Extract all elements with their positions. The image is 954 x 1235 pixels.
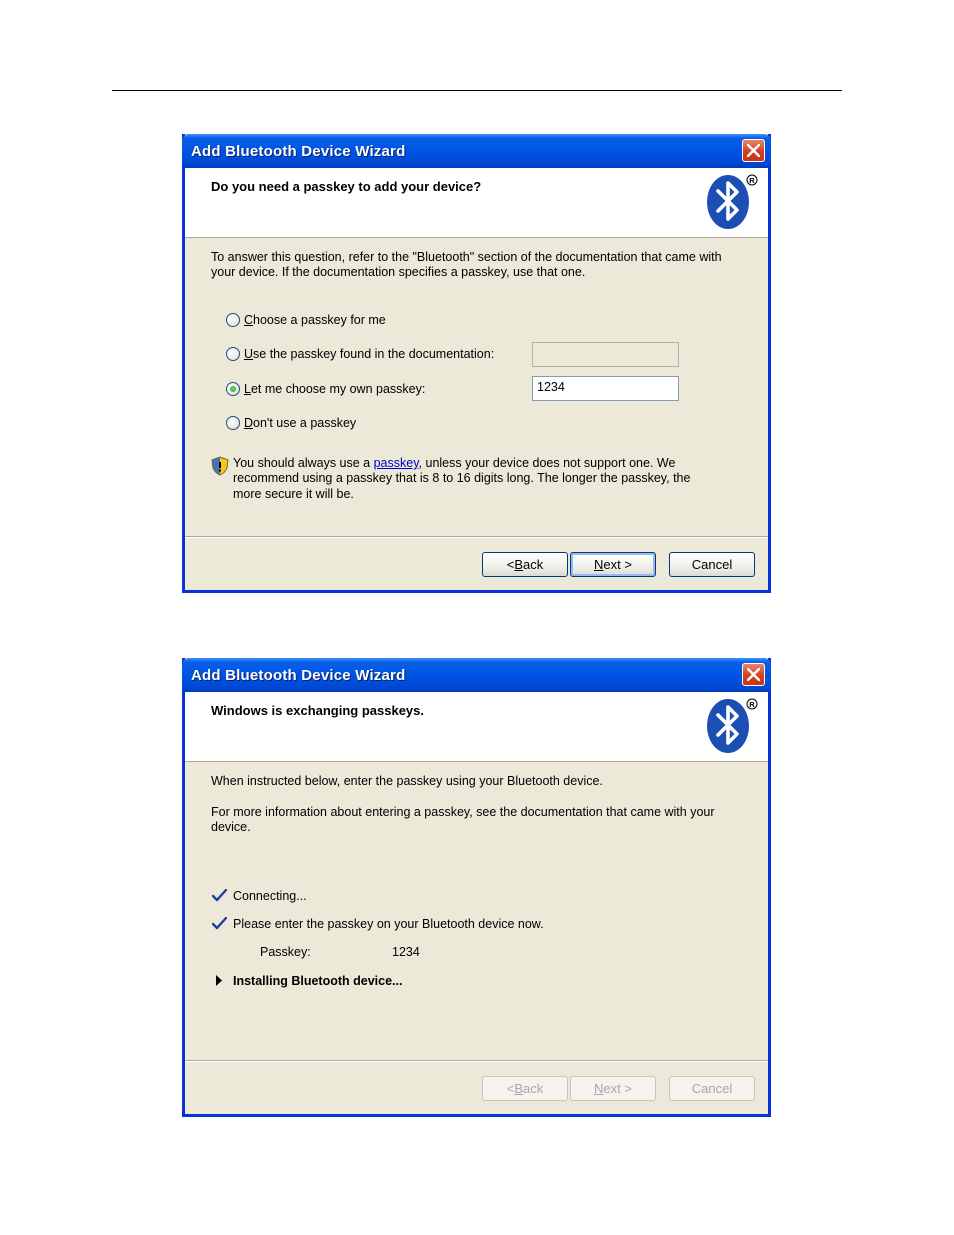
bluetooth-logo-icon — [706, 696, 758, 754]
radio-button[interactable] — [226, 416, 240, 430]
page-title: Windows is exchanging passkeys. — [211, 703, 425, 718]
radio-label: Use the passkey found in the documentation: — [244, 347, 495, 361]
radio-no-passkey[interactable] — [226, 414, 356, 432]
next-button[interactable]: N ext > — [570, 552, 656, 577]
back-button[interactable]: < B ack — [482, 552, 568, 577]
wizard-header — [185, 692, 768, 762]
wizard-dialog-exchanging — [182, 658, 771, 1117]
warning-text-line2: recommend using a passkey that is 8 to 16 digits long. The longer the passkey, the — [233, 471, 691, 485]
window-title: Add Bluetooth Device Wizard — [191, 143, 406, 160]
radio-choose-passkey-for-me[interactable] — [226, 311, 386, 329]
radio-button[interactable] — [226, 347, 240, 361]
own-passkey-field[interactable]: 1234 — [532, 376, 679, 401]
close-button[interactable] — [742, 663, 765, 686]
intro-text-line2: your device. If the documentation specifies a passkey, use that one. — [211, 265, 586, 279]
passkey-link[interactable]: passkey — [373, 456, 419, 470]
step-enter-passkey: Please enter the passkey on your Bluetooth device now. — [233, 917, 544, 931]
svg-text:R: R — [749, 699, 755, 709]
back-button[interactable]: < B ack — [482, 1076, 568, 1101]
warning-text-line3: more secure it will be. — [233, 487, 354, 501]
documentation-passkey-field[interactable] — [532, 342, 679, 367]
footer-divider — [185, 536, 768, 538]
radio-label: Don't use a passkey — [244, 416, 357, 430]
radio-button[interactable] — [226, 313, 240, 327]
checkmark-icon — [212, 889, 227, 902]
footer-divider — [185, 1060, 768, 1062]
close-button[interactable] — [742, 139, 765, 162]
radio-label: Let me choose my own passkey: — [244, 382, 426, 396]
passkey-value: 1234 — [392, 945, 420, 959]
page-title: Do you need a passkey to add your device? — [211, 179, 482, 194]
cancel-button[interactable]: Cancel — [669, 1076, 755, 1101]
page-top-rule — [112, 90, 842, 91]
warning-text-line1: You should always use a passkey, unless your device does not support one. We — [233, 456, 676, 470]
cancel-button[interactable]: Cancel — [669, 552, 755, 577]
wizard-header — [185, 168, 768, 238]
bluetooth-logo-icon — [706, 172, 758, 230]
wizard-dialog-passkey — [182, 134, 771, 593]
security-shield-icon — [211, 456, 229, 476]
title-bar[interactable] — [182, 134, 771, 168]
close-icon — [747, 668, 760, 681]
next-button[interactable]: N ext > — [570, 1076, 656, 1101]
checkmark-icon — [212, 917, 227, 930]
window-title: Add Bluetooth Device Wizard — [191, 667, 406, 684]
step-installing-device: Installing Bluetooth device... — [233, 974, 403, 988]
radio-choose-own-passkey[interactable] — [226, 380, 425, 398]
current-step-arrow-icon — [215, 975, 223, 986]
radio-use-documentation-passkey[interactable] — [226, 345, 494, 363]
close-icon — [747, 144, 760, 157]
radio-button-selected[interactable] — [226, 382, 240, 396]
passkey-label: Passkey: — [260, 945, 311, 959]
step-connecting: Connecting... — [233, 889, 307, 903]
title-bar[interactable] — [182, 658, 771, 692]
info-text-line1: For more information about entering a passkey, see the documentation that came with your — [211, 805, 715, 819]
instruction-text: When instructed below, enter the passkey using your Bluetooth device. — [211, 774, 603, 788]
info-text-line2: device. — [211, 820, 251, 834]
svg-text:R: R — [749, 175, 755, 185]
radio-label: Choose a passkey for me — [244, 313, 386, 327]
intro-text-line1: To answer this question, refer to the "Bluetooth" section of the documentation that came with — [211, 250, 722, 264]
